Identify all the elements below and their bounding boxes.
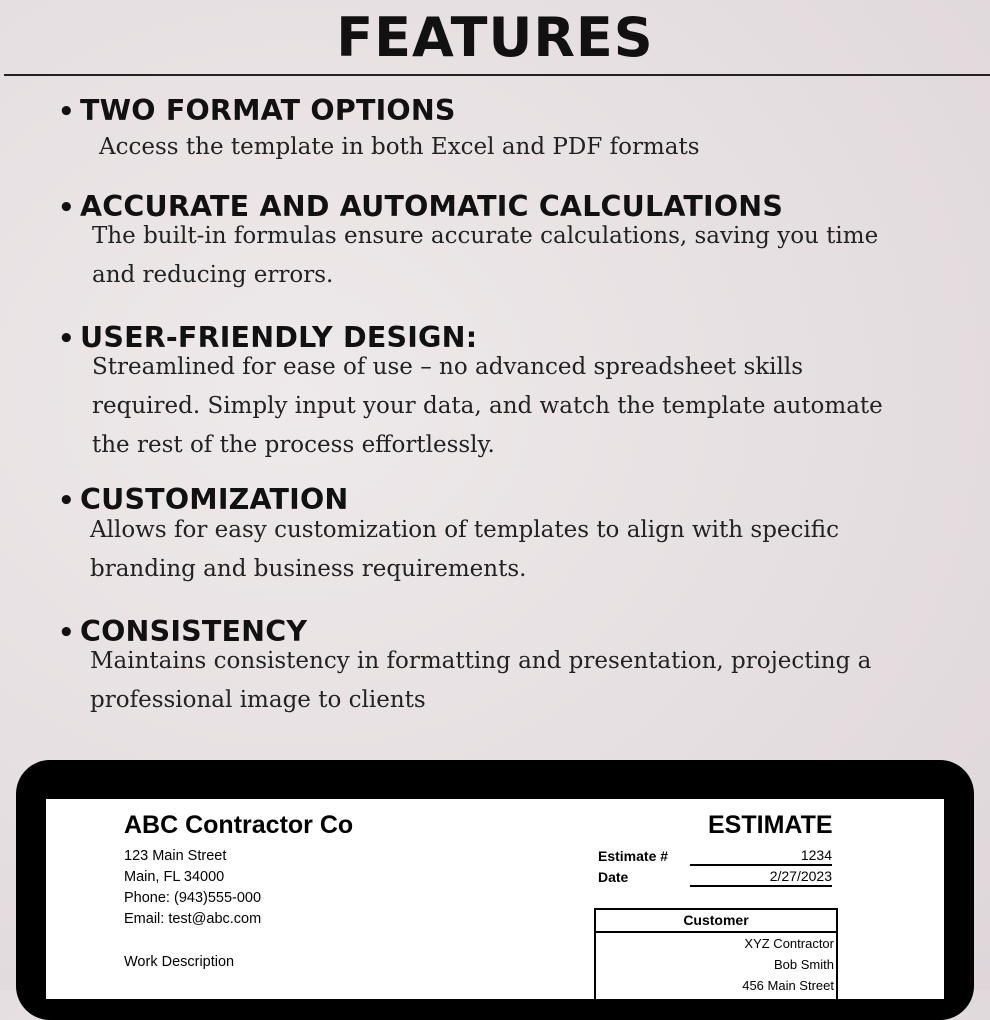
feature-description [99,128,700,167]
feature-heading [58,94,700,127]
feature-description [92,217,878,295]
feature-heading-text: CUSTOMIZATION [80,483,349,516]
desc-line: branding and business requirements. [90,556,527,582]
estimate-title: ESTIMATE [708,811,833,839]
date-value: 2/27/2023 [690,868,832,887]
desc-line: The built-in formulas ensure accurate calculations, saving you time [92,223,879,249]
work-description-label: Work Description [124,954,235,970]
customer-box [594,908,838,1010]
bullet-icon: • [58,97,75,127]
desc-line: professional image to clients [90,687,426,713]
bullet-icon: • [58,193,75,223]
company-name: ABC Contractor Co [124,811,354,839]
bullet-icon: • [58,618,75,648]
page-title: FEATURES [336,6,654,69]
bullet-icon: • [58,324,75,354]
bullet-icon: • [58,486,75,516]
feature-description [90,642,871,720]
feature-user-friendly-design [58,321,883,465]
desc-line: the rest of the process effortlessly. [92,432,495,458]
date-label: Date [598,869,629,885]
address-line: Phone: (943)555-000 [124,890,262,906]
desc-line: Maintains consistency in formatting and presentation, projecting a [90,648,872,674]
estimate-number-value: 1234 [690,847,832,866]
feature-heading-text: CONSISTENCY [80,615,308,648]
feature-customization [58,483,839,589]
address-line: Email: test@abc.com [124,911,262,927]
customer-line: Bob Smith [774,957,834,972]
customer-line: 456 Main Street [742,978,834,993]
feature-consistency [58,615,871,720]
address-line: Main, FL 34000 [124,869,225,885]
estimate-number-label: Estimate # [598,848,669,864]
feature-two-format-options [58,94,700,167]
feature-heading-text: ACCURATE AND AUTOMATIC CALCULATIONS [80,190,784,223]
feature-heading-text: TWO FORMAT OPTIONS [80,94,456,127]
desc-line: Access the template in both Excel and PDF formats [99,134,700,160]
desc-line: required. Simply input your data, and watch the template automate [92,393,883,419]
feature-accurate-calculations [58,190,878,295]
feature-description [90,511,839,589]
feature-heading-text: USER-FRIENDLY DESIGN: [80,321,478,354]
estimate-sheet-preview [46,799,944,999]
desc-line: and reducing errors. [92,262,334,288]
customer-header: Customer [596,910,836,933]
desc-line: Streamlined for ease of use – no advanced spreadsheet skills [92,354,804,380]
title-divider [4,74,990,76]
address-line: 123 Main Street [124,848,227,864]
customer-line: XYZ Contractor [744,936,834,951]
desc-line: Allows for easy customization of templates to align with specific [90,517,839,543]
feature-description [92,348,883,465]
